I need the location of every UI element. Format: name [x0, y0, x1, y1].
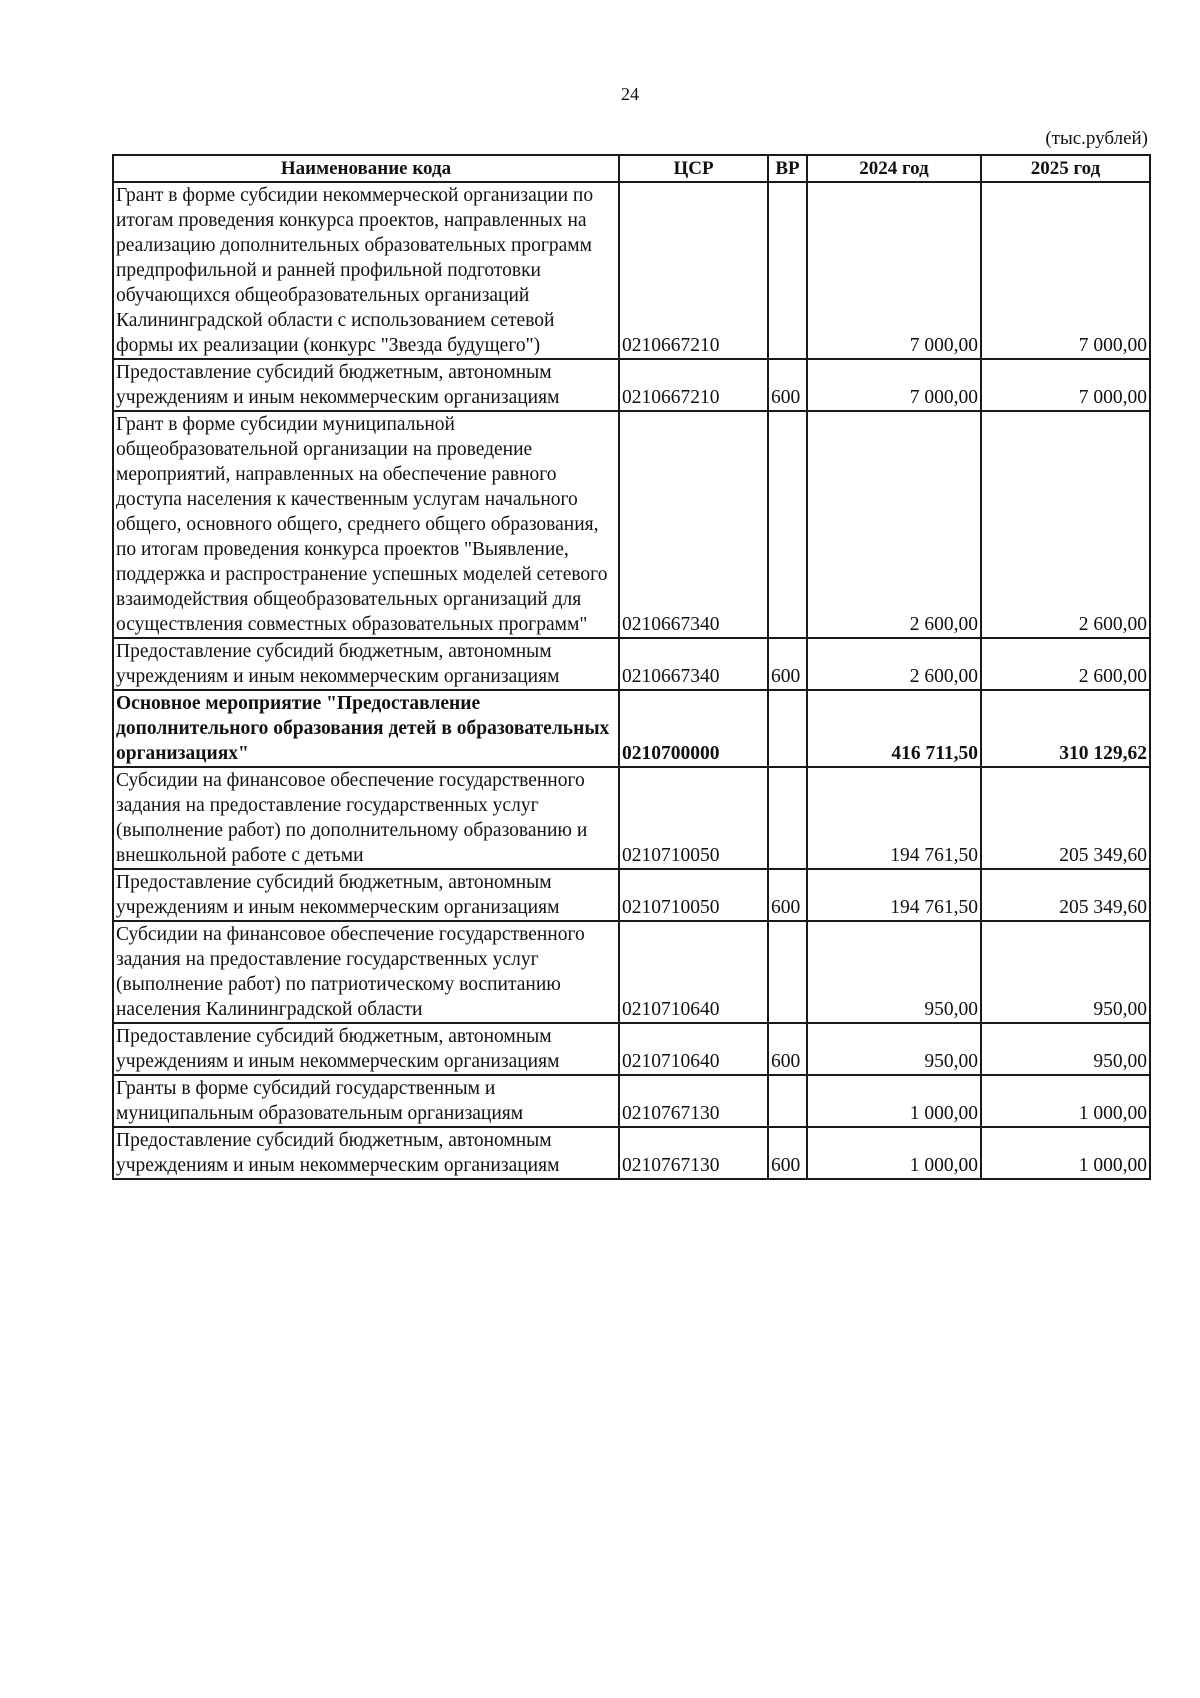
row-vr-cell: 600 [768, 1023, 807, 1075]
row-2025-cell: 1 000,00 [981, 1075, 1150, 1127]
row-2024-cell: 1 000,00 [807, 1075, 981, 1127]
row-2024-cell: 950,00 [807, 921, 981, 1023]
row-name-cell: Гранты в форме субсидий государственным и муниципальным образовательным организациям [113, 1075, 619, 1127]
row-csr-cell: 0210710640 [619, 1023, 768, 1075]
header-name: Наименование кода [113, 155, 619, 182]
row-2024-cell: 416 711,50 [807, 690, 981, 767]
header-2024: 2024 год [807, 155, 981, 182]
row-2025-cell: 205 349,60 [981, 869, 1150, 921]
row-2025-cell: 2 600,00 [981, 638, 1150, 690]
row-2025-cell: 7 000,00 [981, 359, 1150, 411]
units-label: (тыс.рублей) [1045, 128, 1148, 149]
table-row [113, 1127, 1150, 1179]
table-row [113, 690, 1150, 767]
row-2025-cell: 7 000,00 [981, 182, 1150, 359]
row-vr-cell [768, 1075, 807, 1127]
header-csr: ЦСР [619, 155, 768, 182]
row-name-cell: Основное мероприятие "Предоставление дополнительного образования детей в образовательных организациях" [113, 690, 619, 767]
table-row [113, 767, 1150, 869]
row-2024-cell: 194 761,50 [807, 767, 981, 869]
table-row [113, 1023, 1150, 1075]
row-csr-cell: 0210710050 [619, 869, 768, 921]
row-csr-cell: 0210700000 [619, 690, 768, 767]
row-vr-cell: 600 [768, 359, 807, 411]
table-row [113, 869, 1150, 921]
table-body [113, 182, 1150, 1179]
row-2024-cell: 2 600,00 [807, 411, 981, 638]
table-header-row [113, 155, 1150, 182]
row-vr-cell [768, 921, 807, 1023]
table-row [113, 1075, 1150, 1127]
table-row [113, 411, 1150, 638]
row-2024-cell: 7 000,00 [807, 359, 981, 411]
row-2025-cell: 2 600,00 [981, 411, 1150, 638]
row-2024-cell: 1 000,00 [807, 1127, 981, 1179]
row-name-cell: Субсидии на финансовое обеспечение государственного задания на предоставление государственных услуг (выполнение работ) по патриотическому воспитанию населения Калининградской области [113, 921, 619, 1023]
row-vr-cell [768, 182, 807, 359]
row-2024-cell: 950,00 [807, 1023, 981, 1075]
row-vr-cell: 600 [768, 1127, 807, 1179]
row-vr-cell: 600 [768, 869, 807, 921]
row-csr-cell: 0210767130 [619, 1127, 768, 1179]
row-name-cell: Предоставление субсидий бюджетным, автономным учреждениям и иным некоммерческим организациям [113, 869, 619, 921]
row-csr-cell: 0210667210 [619, 182, 768, 359]
row-2025-cell: 950,00 [981, 1023, 1150, 1075]
row-csr-cell: 0210667340 [619, 638, 768, 690]
header-vr: ВР [768, 155, 807, 182]
row-csr-cell: 0210710640 [619, 921, 768, 1023]
row-2025-cell: 950,00 [981, 921, 1150, 1023]
row-name-cell: Предоставление субсидий бюджетным, автономным учреждениям и иным некоммерческим организациям [113, 359, 619, 411]
row-csr-cell: 0210767130 [619, 1075, 768, 1127]
row-2025-cell: 205 349,60 [981, 767, 1150, 869]
row-2024-cell: 7 000,00 [807, 182, 981, 359]
row-name-cell: Грант в форме субсидии муниципальной общеобразовательной организации на проведение мероприятий, направленных на обеспечение равного доступа населения к качественным услугам начального общего, основного общего, среднего общего образования, по итогам проведения конкурса проектов "Выявление, поддержка и распространение успешных моделей сетевого взаимодействия общеобразовательных организаций для осуществления совместных образовательных программ" [113, 411, 619, 638]
row-vr-cell: 600 [768, 638, 807, 690]
page-number: 24 [621, 84, 639, 104]
budget-table [112, 154, 1151, 1180]
row-name-cell: Предоставление субсидий бюджетным, автономным учреждениям и иным некоммерческим организациям [113, 1023, 619, 1075]
row-2024-cell: 194 761,50 [807, 869, 981, 921]
row-vr-cell [768, 411, 807, 638]
row-vr-cell [768, 690, 807, 767]
table-row [113, 921, 1150, 1023]
row-csr-cell: 0210667340 [619, 411, 768, 638]
row-2025-cell: 310 129,62 [981, 690, 1150, 767]
row-csr-cell: 0210710050 [619, 767, 768, 869]
row-vr-cell [768, 767, 807, 869]
row-2024-cell: 2 600,00 [807, 638, 981, 690]
header-2025: 2025 год [981, 155, 1150, 182]
table-row [113, 638, 1150, 690]
table-row [113, 359, 1150, 411]
row-name-cell: Грант в форме субсидии некоммерческой организации по итогам проведения конкурса проектов, направленных на реализацию дополнительных образовательных программ предпрофильной и ранней профильной подготовки обучающихся общеобразовательных организаций Калининградской области с использованием сетевой формы их реализации (конкурс "Звезда будущего") [113, 182, 619, 359]
row-2025-cell: 1 000,00 [981, 1127, 1150, 1179]
row-name-cell: Предоставление субсидий бюджетным, автономным учреждениям и иным некоммерческим организациям [113, 638, 619, 690]
row-csr-cell: 0210667210 [619, 359, 768, 411]
row-name-cell: Субсидии на финансовое обеспечение государственного задания на предоставление государственных услуг (выполнение работ) по дополнительному образованию и внешкольной работе с детьми [113, 767, 619, 869]
row-name-cell: Предоставление субсидий бюджетным, автономным учреждениям и иным некоммерческим организациям [113, 1127, 619, 1179]
table-row [113, 182, 1150, 359]
